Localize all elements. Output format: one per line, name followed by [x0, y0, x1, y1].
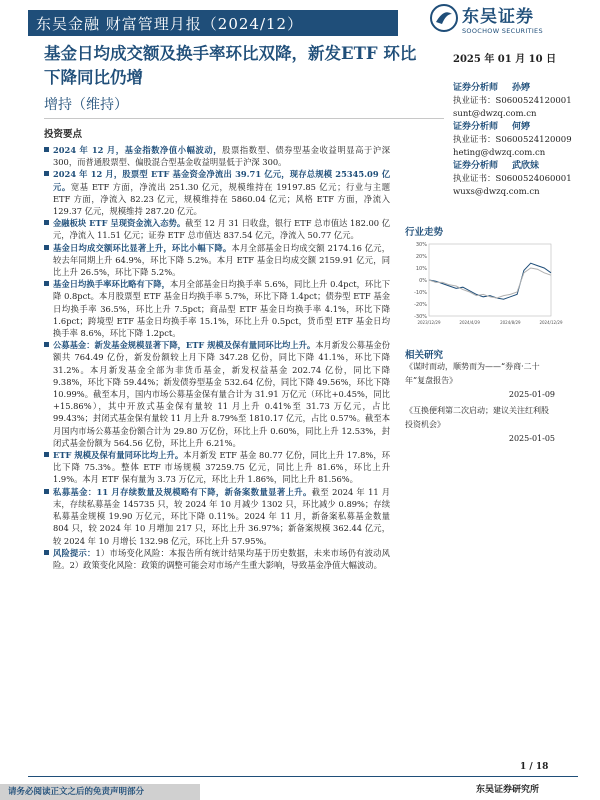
y-tick-label: -10% — [414, 290, 427, 296]
analyst-2 — [453, 121, 593, 160]
y-tick-label: 20% — [415, 254, 427, 260]
analyst-name: 武欣妹 — [512, 161, 540, 171]
bullet-text: 宽基 ETF 方面，净流出 251.30 亿元，规模维持在 19197.85 亿元；行业与主题 ETF 方面，净流入 82.23 亿元，规模维持在 5860.04 亿元；风格 ETF 方面，净流入 129.37 亿元，规模维持 287.20 亿元。 — [53, 181, 390, 217]
trend-heading: 行业走势 — [405, 227, 444, 238]
analyst-list — [453, 82, 593, 199]
y-tick-label: 30% — [415, 242, 427, 248]
bullet-item — [44, 278, 390, 339]
bullet-square-icon — [44, 242, 53, 279]
y-tick-label: -30% — [414, 314, 427, 320]
bullet-item — [44, 339, 390, 449]
page-number: 1 / 18 — [520, 762, 549, 772]
analyst-email[interactable]: wuxs@dwzq.com.cn — [453, 187, 540, 197]
analyst-email[interactable]: sunt@dwzq.com.cn — [453, 109, 537, 119]
report-title: 基金日均成交额及换手率环比双降，新发ETF 环比下降同比仍增 — [44, 44, 417, 87]
bullet-item — [44, 242, 390, 279]
bullet-square-icon — [44, 339, 53, 449]
bullet-text: 本月新发 ETF 基金 80.77 亿份，同比上升 17.8%，环比下降 75.3%。整体 ETF 市场规模 37259.75 亿元，同比上升 81.6%，环比上升 1.9%。本月 ETF 保有量为 3.73 万亿元，环比上升 1.86%，同比上升 81.56%。 — [53, 450, 390, 485]
bullet-text: 1）市场变化风险：本报告所有统计结果均基于历史数据，未来市场仍有波动风险。2）政策变化风险：政策的调整可能会对市场产生重大影响，导致基金净值大幅波动。 — [53, 547, 390, 570]
footer-disclaimer: 请务必阅读正文之后的免责声明部分 — [0, 784, 200, 800]
bullet-square-icon — [44, 168, 53, 217]
analyst-name: 孙婷 — [512, 83, 531, 93]
bullet-text: 本月全部基金日均换手率 5.6%，同比上升 0.4pct，环比下降 0.8pct。本月股票型 ETF 基金日均换手率 5.7%，环比下降 1.4pct；债券型 ETF 基金日均换手率 36.5%，环比上升 7.5pct；商品型 ETF 基金日均换手率 4.1%，环比下降 1.6pct；跨境型 ETF 基金日均换手率 15.1%，环比上升 0.5pct，货币型 ETF 基金日均换手率 8.6%，环比下降 1.2pct。 — [53, 279, 390, 339]
y-tick-label: 10% — [415, 266, 427, 272]
footer-divider — [28, 776, 578, 777]
bullet-square-icon — [44, 217, 53, 241]
footer-org: 东吴证券研究所 — [476, 785, 540, 795]
bullet-highlight: 基金日均成交额环比显著上升，环比小幅下降。 — [53, 242, 232, 253]
related-heading: 相关研究 — [405, 350, 444, 361]
report-date: 2025 年 01 月 10 日 — [453, 54, 557, 65]
x-tick-label: 2024/4/29 — [459, 320, 480, 325]
bullet-highlight: 基金日均换手率环比略有下降， — [53, 279, 170, 290]
bullet-item — [44, 547, 390, 571]
bullet-text: 截至 12 月 31 日收盘，银行 ETF 总市值达 182.00 亿元，净流入 11.51 亿元；证券 ETF 总市值达 837.54 亿元，净流入 50.77 亿元。 — [53, 218, 391, 241]
x-tick-label: 2023/12/29 — [417, 320, 441, 325]
bullet-highlight: 公募基金：新发基金规模显著下降，ETF 规模及保有量同环比均上升。 — [53, 340, 316, 351]
logo-mark-icon — [430, 4, 458, 32]
related-title: 《谋时而动，顺势而为——“券商·二十年”复盘报告》 — [405, 362, 540, 385]
analyst-email[interactable]: heting@dwzq.com.cn — [453, 148, 546, 158]
bullet-item — [44, 486, 390, 547]
bullet-item — [44, 449, 390, 486]
bullet-item — [44, 168, 390, 217]
bullet-text: 本月新发公募基金份额共 764.49 亿份，新发份额较上月下降 347.28 亿份，同比下降 41.1%，环比下降 31.2%。本月新发基金全部为非货币基金，新发权益基金 202.74 亿份，同比下降 9.38%，环比下降 59.44%；新发债券型基金 532.64 亿份，同比下降 49.56%，环比下降 10.99%。截至本月，国内市场公募基金保有量合计为 31.91 万亿元（环比+0.45%，同比+15.86%），其中开放式基金保有量较 11 月上升 0.41%至 31.73 万亿元，占比 99.43%；封闭式基金保有量较 11 月上升 8.79%至 1810.17 亿元，占比 0.57%。截至本月国内市场公募基金份额合计为 29.80 万亿份，环比上升 0.60%，同比上升 12.53%，封闭式基金份额为 564.56 亿份，环比上升 6.21%。 — [53, 340, 390, 448]
bullet-text: 截至 2024 年 11 月末，存续私募基金 145735 只，较 2024 年 10 月减少 1302 只，环比减少 0.89%；存续私募基金规模 19.90 万亿元，环比下降 0.11%。2024 年 11 月，新备案私募基金数量 804 只，较 2024 年 10 月增加 217 只，环比上升 36.97%；新备案规模 362.44 亿元，较 2024 年 10 月增长 132.98 亿元，环比上升 57.95%。 — [53, 486, 390, 546]
bullet-text: 本月全部基金日均成交额 2174.16 亿元，较去年同期上升 64.9%，环比下降 5.2%。本月 ETF 基金日均成交额 2159.91 亿元，同比上升 26.5%，环比下降 5.2%。 — [53, 242, 390, 278]
related-item[interactable] — [405, 404, 555, 446]
related-date: 2025-01-09 — [508, 390, 555, 399]
related-title: 《互换便利第二次启动；建议关注红利股投资机会》 — [405, 406, 549, 429]
bullet-text: 股票指数型、债券型基金收益明显高于沪深 300，而普通股票型、偏股混合型基金收益明显低于沪深 300。 — [53, 145, 390, 168]
bullet-highlight: 私募基金：11 月存续数量及规模略有下降，新备案数量显著上升。 — [53, 486, 312, 497]
bullet-item — [44, 217, 390, 241]
y-tick-label: -20% — [414, 302, 427, 308]
logo-en: SOOCHOW SECURITIES — [462, 26, 543, 35]
title-divider — [44, 118, 444, 119]
bullet-highlight: 2024 年 12 月，股票型 ETF 基金资金净流出 39.71 亿元，现存总规模 25345.09 亿元。 — [53, 169, 390, 192]
y-tick-label: 0% — [419, 278, 427, 284]
trend-chart-svg — [405, 240, 563, 328]
x-tick-label: 2024/12/29 — [539, 320, 563, 325]
related-list — [405, 360, 555, 448]
logo-cn: 东吴证券 — [462, 6, 534, 27]
banner-text: 东吴金融 财富管理月报（2024/12） — [36, 14, 304, 33]
chart-frame — [429, 244, 551, 316]
analyst-cert: 执业证书：S0600524060001 — [453, 174, 572, 184]
bullet-square-icon — [44, 486, 53, 547]
key-points — [44, 144, 390, 571]
analyst-name: 何婷 — [512, 122, 531, 132]
bullet-square-icon — [44, 144, 53, 168]
soochow-logo — [430, 0, 580, 36]
trend-chart — [405, 240, 563, 328]
bullet-square-icon — [44, 547, 53, 571]
bullet-item — [44, 144, 390, 168]
report-banner — [28, 10, 398, 36]
rating: 增持（维持） — [44, 97, 128, 113]
related-date: 2025-01-05 — [508, 434, 555, 443]
bullet-highlight: ETF 规模及保有量同环比均上升。 — [53, 450, 184, 461]
bullet-square-icon — [44, 278, 53, 339]
section-heading: 投资要点 — [44, 129, 83, 140]
x-tick-label: 2024/8/29 — [500, 320, 521, 325]
analyst-role: 证券分析师 — [453, 122, 499, 132]
bullet-highlight: 金融板块 ETF 呈现资金流入态势。 — [53, 218, 186, 229]
analyst-cert: 执业证书：S0600524120001 — [453, 96, 572, 106]
analyst-role: 证券分析师 — [453, 83, 499, 93]
related-item[interactable] — [405, 360, 555, 402]
bullet-highlight: 2024 年 12 月，基金指数净值小幅波动， — [53, 145, 223, 155]
series-line-1 — [429, 268, 551, 298]
bullet-square-icon — [44, 449, 53, 486]
analyst-1 — [453, 82, 593, 121]
bullet-highlight: 风险提示： — [53, 547, 96, 558]
analyst-3 — [453, 160, 593, 199]
analyst-cert: 执业证书：S0600524120009 — [453, 135, 572, 145]
analyst-role: 证券分析师 — [453, 161, 499, 171]
